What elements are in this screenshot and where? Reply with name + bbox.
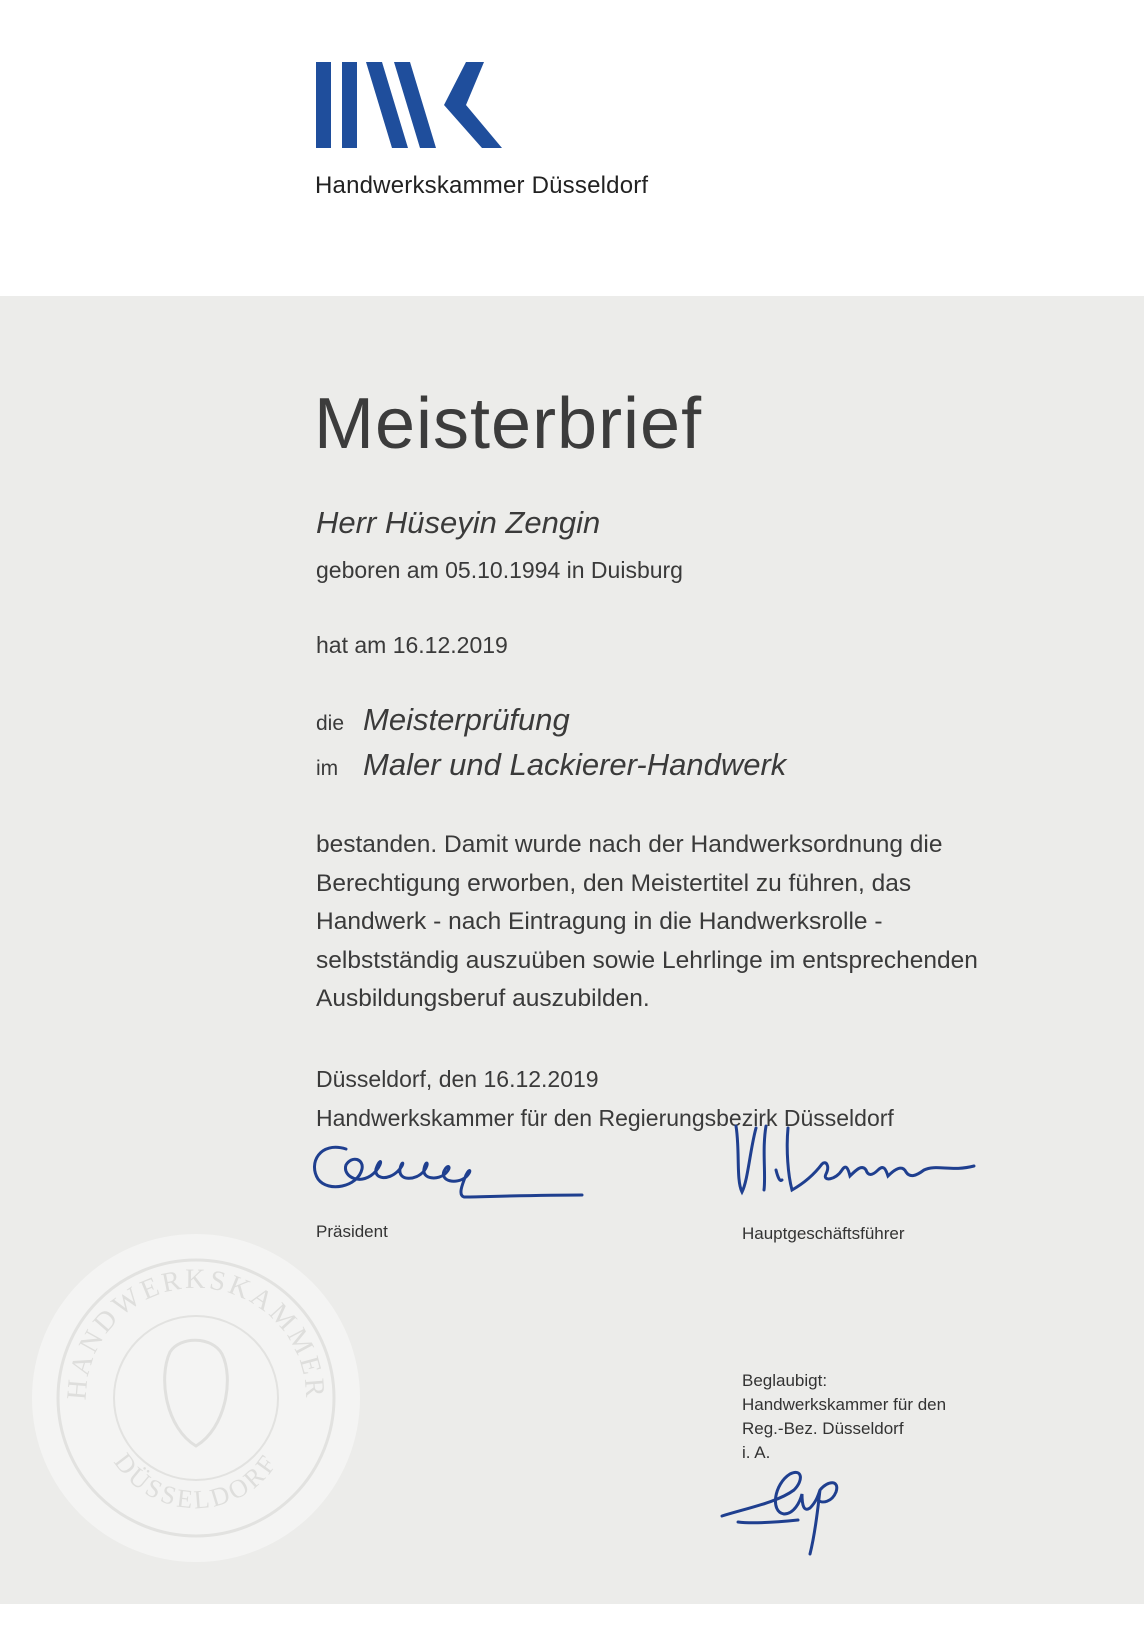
body-line: Ausbildungsberuf auszubilden.: [316, 985, 650, 1012]
exam-line: [316, 702, 570, 738]
organization-name: Handwerkskammer Düsseldorf: [315, 172, 649, 199]
certification-line: i. A.: [742, 1443, 771, 1462]
body-line: bestanden. Damit wurde nach der Handwerksordnung die: [316, 831, 943, 858]
president-signature: [306, 1135, 586, 1205]
certification-line: Beglaubigt:: [742, 1371, 828, 1390]
exam-date-line: hat am 16.12.2019: [316, 632, 508, 658]
body-line: Handwerk - nach Eintragung in die Handwerksrolle -: [316, 908, 883, 935]
certificate-title: Meisterbrief: [314, 384, 703, 464]
managing-director-caption: Hauptgeschäftsführer: [742, 1224, 905, 1243]
seal-text-top: HANDWERKSKAMMER: [61, 1263, 331, 1402]
certificate-body: [316, 826, 1096, 1019]
certification-line: Reg.-Bez. Düsseldorf: [742, 1419, 904, 1438]
body-line: Berechtigung erworben, den Meistertitel zu führen, das: [316, 869, 912, 897]
body-line: selbstständig auszuüben sowie Lehrlinge im entsprechenden: [316, 946, 978, 974]
recipient-name: Herr Hüseyin Zengin: [316, 505, 601, 540]
paper-bottom-margin: [0, 1604, 1144, 1631]
place-date: Düsseldorf, den 16.12.2019: [316, 1066, 599, 1092]
exam-lead: die: [316, 712, 345, 735]
president-caption: Präsident: [316, 1222, 388, 1241]
certification-line: Handwerkskammer für den: [742, 1395, 947, 1414]
chamber-line: Handwerkskammer für den Regierungsbezirk Düsseldorf: [316, 1105, 894, 1131]
trade-name: Maler und Lackierer-Handwerk: [363, 747, 787, 782]
trade-line: [316, 747, 786, 783]
birth-line: geboren am 05.10.1994 in Duisburg: [316, 557, 683, 583]
seal-text-bottom: DÜSSELDORF: [108, 1447, 284, 1515]
exam-name: Meisterprüfung: [363, 702, 570, 737]
managing-director-signature: [726, 1120, 1006, 1200]
trade-lead: im: [316, 757, 339, 780]
hwk-logo: [316, 62, 502, 148]
embossed-seal: [30, 1232, 362, 1564]
certifier-signature: [718, 1450, 868, 1570]
